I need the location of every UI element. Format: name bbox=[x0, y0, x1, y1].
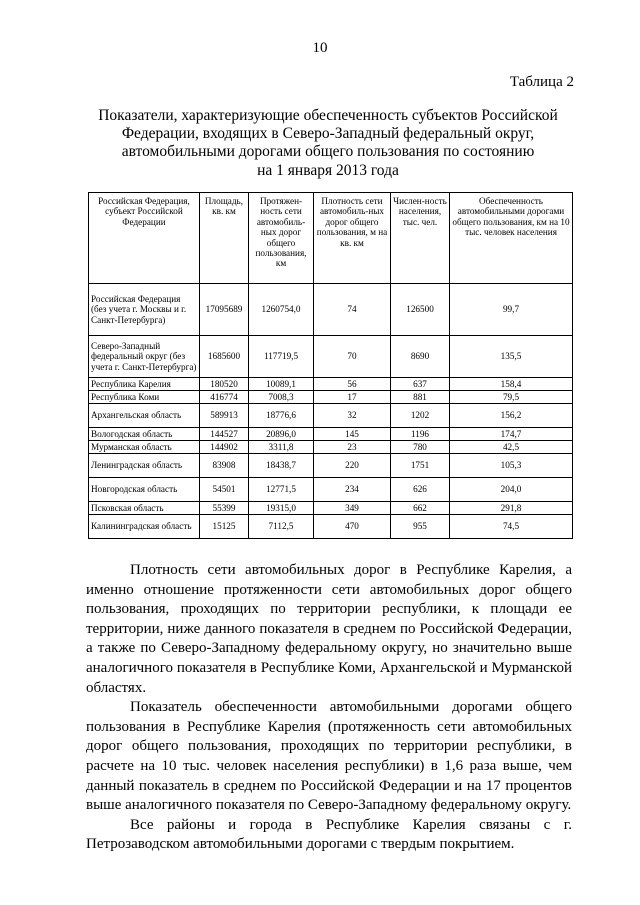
cell-length: 1260754,0 bbox=[249, 284, 314, 336]
cell-population: 955 bbox=[391, 515, 450, 539]
cell-length: 117719,5 bbox=[249, 336, 314, 378]
cell-population: 780 bbox=[391, 441, 450, 454]
table-row bbox=[89, 428, 573, 441]
cell-area: 83908 bbox=[200, 454, 249, 478]
cell-population: 126500 bbox=[391, 284, 450, 336]
cell-area: 55399 bbox=[200, 502, 249, 515]
cell-area: 15125 bbox=[200, 515, 249, 539]
table-row bbox=[89, 336, 573, 378]
cell-population: 1751 bbox=[391, 454, 450, 478]
title-line: на 1 января 2013 года bbox=[257, 161, 399, 179]
header-area: Площадь, кв. км bbox=[200, 193, 249, 284]
paragraph: Плотность сети автомобильных дорог в Республике Карелия, а именно отношение протяженности сети автомобильных дорог общего пользования, проходящих по территории республики, к площади ее территории, ниже данного показателя в среднем по Российской Федерации, а также по Северо-Западному федеральному округу, но значительно выше аналогичного показателя в Республике Коми, Архангельской и Мурманской областях. bbox=[86, 562, 572, 696]
table-row bbox=[89, 515, 573, 539]
cell-density: 70 bbox=[314, 336, 391, 378]
title-line: Федерации, входящих в Северо-Западный федеральный округ, bbox=[121, 125, 535, 143]
table-row bbox=[89, 404, 573, 428]
cell-length: 20896,0 bbox=[249, 428, 314, 441]
cell-area: 589913 bbox=[200, 404, 249, 428]
cell-provision: 135,5 bbox=[450, 336, 573, 378]
cell-region: Новгородская область bbox=[89, 478, 200, 502]
cell-region: Калининградская область bbox=[89, 515, 200, 539]
roads-table bbox=[88, 192, 573, 539]
cell-population: 626 bbox=[391, 478, 450, 502]
cell-provision: 158,4 bbox=[450, 378, 573, 391]
cell-length: 7112,5 bbox=[249, 515, 314, 539]
cell-area: 144902 bbox=[200, 441, 249, 454]
cell-density: 145 bbox=[314, 428, 391, 441]
cell-length: 18776,6 bbox=[249, 404, 314, 428]
cell-density: 234 bbox=[314, 478, 391, 502]
cell-population: 662 bbox=[391, 502, 450, 515]
cell-population: 1196 bbox=[391, 428, 450, 441]
cell-length: 19315,0 bbox=[249, 502, 314, 515]
cell-region: Вологодская область bbox=[89, 428, 200, 441]
cell-region: Псковская область bbox=[89, 502, 200, 515]
cell-density: 17 bbox=[314, 391, 391, 404]
cell-region: Республика Коми bbox=[89, 391, 200, 404]
table-body bbox=[89, 284, 573, 539]
cell-density: 349 bbox=[314, 502, 391, 515]
cell-provision: 204,0 bbox=[450, 478, 573, 502]
title-line: Показатели, характеризующие обеспеченность субъектов Российской bbox=[98, 107, 558, 124]
cell-density: 56 bbox=[314, 378, 391, 391]
table-label: Таблица 2 bbox=[509, 74, 574, 90]
cell-provision: 74,5 bbox=[450, 515, 573, 539]
cell-length: 7008,3 bbox=[249, 391, 314, 404]
cell-density: 74 bbox=[314, 284, 391, 336]
cell-area: 144527 bbox=[200, 428, 249, 441]
cell-population: 881 bbox=[391, 391, 450, 404]
table-row bbox=[89, 502, 573, 515]
cell-provision: 79,5 bbox=[450, 391, 573, 404]
table-row bbox=[89, 441, 573, 454]
cell-provision: 42,5 bbox=[450, 441, 573, 454]
cell-region: Республика Карелия bbox=[89, 378, 200, 391]
cell-provision: 105,3 bbox=[450, 454, 573, 478]
cell-length: 3311,8 bbox=[249, 441, 314, 454]
header-provision: Обеспеченность автомобильными дорогами общего пользования, км на 10 тыс. человек населения bbox=[450, 193, 573, 284]
cell-population: 8690 bbox=[391, 336, 450, 378]
cell-length: 12771,5 bbox=[249, 478, 314, 502]
cell-region: Северо-Западный федеральный округ (без учета г. Санкт-Петербурга) bbox=[89, 336, 200, 378]
table-row bbox=[89, 284, 573, 336]
cell-area: 1685600 bbox=[200, 336, 249, 378]
page-number: 10 bbox=[312, 40, 328, 56]
table-row bbox=[89, 454, 573, 478]
cell-density: 470 bbox=[314, 515, 391, 539]
cell-region: Мурманская область bbox=[89, 441, 200, 454]
table-row bbox=[89, 391, 573, 404]
body-text bbox=[86, 561, 572, 855]
cell-population: 637 bbox=[391, 378, 450, 391]
table-title bbox=[80, 107, 576, 180]
header-population: Числен-ность населения, тыс. чел. bbox=[391, 193, 450, 284]
cell-provision: 156,2 bbox=[450, 404, 573, 428]
cell-length: 10089,1 bbox=[249, 378, 314, 391]
cell-density: 220 bbox=[314, 454, 391, 478]
cell-population: 1202 bbox=[391, 404, 450, 428]
table-row bbox=[89, 378, 573, 391]
cell-area: 180520 bbox=[200, 378, 249, 391]
cell-region: Архангельская область bbox=[89, 404, 200, 428]
cell-provision: 99,7 bbox=[450, 284, 573, 336]
header-region: Российская Федерация, субъект Российской Федерации bbox=[89, 193, 200, 284]
cell-length: 18438,7 bbox=[249, 454, 314, 478]
header-length: Протяжен-ность сети автомобиль-ных дорог общего пользования, км bbox=[249, 193, 314, 284]
cell-region: Российская Федерация (без учета г. Москвы и г. Санкт-Петербурга) bbox=[89, 284, 200, 336]
paragraph: Все районы и города в Республике Карелия связаны с г. Петрозаводском автомобильными дорогами с твердым покрытием. bbox=[86, 816, 572, 853]
table-row bbox=[89, 478, 573, 502]
cell-density: 23 bbox=[314, 441, 391, 454]
cell-area: 17095689 bbox=[200, 284, 249, 336]
cell-area: 54501 bbox=[200, 478, 249, 502]
table-header-row bbox=[89, 193, 573, 284]
cell-area: 416774 bbox=[200, 391, 249, 404]
paragraph: Показатель обеспеченности автомобильными дорогами общего пользования в Республике Карелия (протяженность сети автомобильных дорог общего пользования, проходящих по территории республики, в расчете на 10 тыс. человек населения республики) в 1,6 раза выше, чем данный показатель в среднем по Российской Федерации и на 17 процентов выше аналогичного показателя по Северо-Западному федеральному округу. bbox=[86, 699, 572, 814]
title-line: автомобильными дорогами общего пользования по состоянию bbox=[121, 143, 535, 161]
cell-region: Ленинградская область bbox=[89, 454, 200, 478]
cell-provision: 174,7 bbox=[450, 428, 573, 441]
cell-density: 32 bbox=[314, 404, 391, 428]
cell-provision: 291,8 bbox=[450, 502, 573, 515]
header-density: Плотность сети автомобиль-ных дорог общего пользования, м на кв. км bbox=[314, 193, 391, 284]
